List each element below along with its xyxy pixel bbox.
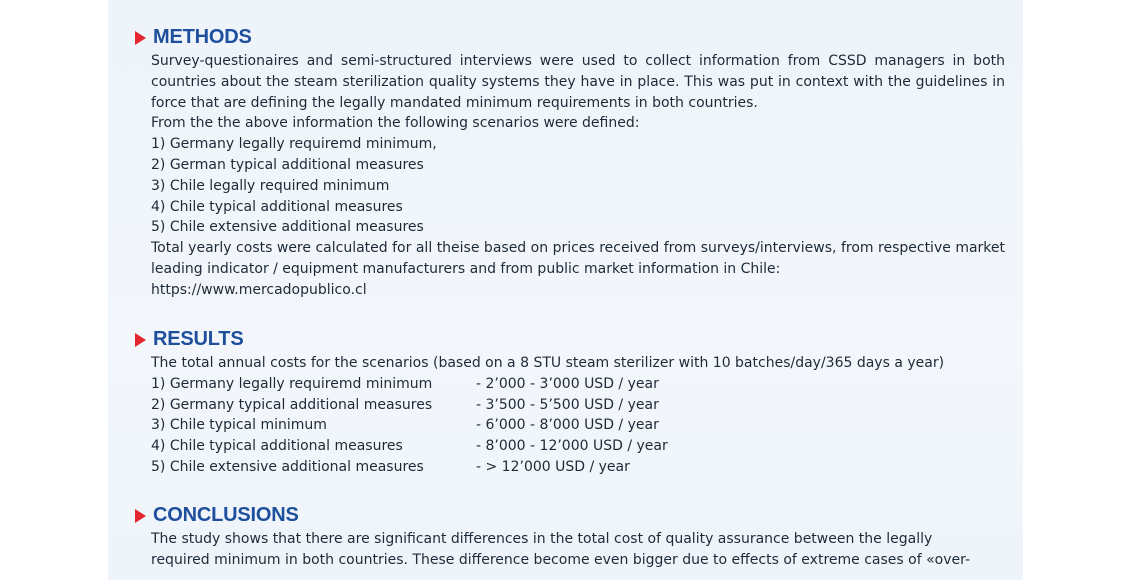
methods-heading-text: METHODS — [153, 26, 252, 48]
methods-section — [135, 26, 1005, 301]
result-value: - 8’000 - 12’000 USD / year — [476, 438, 668, 455]
scenario-item: 2) German typical additional measures — [151, 156, 424, 173]
results-section — [135, 328, 1005, 478]
result-row — [151, 436, 1005, 457]
red-arrow-icon — [135, 31, 146, 45]
result-row — [151, 395, 1005, 416]
scenario-item: 3) Chile legally required minimum — [151, 177, 390, 194]
result-row — [151, 457, 1005, 478]
conclusions-section — [135, 504, 1005, 571]
result-label: 4) Chile typical additional measures — [151, 438, 403, 455]
red-arrow-icon — [135, 509, 146, 523]
scenario-item: 5) Chile extensive additional measures — [151, 219, 424, 236]
results-heading — [135, 328, 1005, 351]
result-label: 1) Germany legally requiremd minimum — [151, 375, 433, 392]
scenario-item: 4) Chile typical additional measures — [151, 198, 403, 215]
results-intro: The total annual costs for the scenarios (based on a 8 STU steam sterilizer with 10 batches/day/365 days a year) — [151, 355, 945, 371]
methods-heading — [135, 26, 1005, 49]
result-label: 2) Germany typical additional measures — [151, 396, 433, 413]
methods-link[interactable]: https://www.mercadopublico.cl — [151, 281, 367, 298]
result-label: 5) Chile extensive additional measures — [151, 458, 424, 475]
result-row — [151, 374, 1005, 395]
result-row — [151, 415, 1005, 436]
methods-closing: Total yearly costs were calculated for all theise based on prices received from surveys/interviews, from respective market leading indicator / equipment manufacturers and from public market information in Chile: — [151, 240, 1005, 277]
result-value: - 3’500 - 5’500 USD / year — [476, 396, 659, 413]
result-value: - 6’000 - 8’000 USD / year — [476, 417, 659, 434]
methods-lead: From the the above information the following scenarios were defined: — [151, 115, 640, 132]
conclusions-heading — [135, 504, 1005, 527]
result-label: 3) Chile typical minimum — [151, 417, 327, 434]
conclusions-heading-text: CONCLUSIONS — [153, 504, 299, 526]
scenario-item: 1) Germany legally requiremd minimum, — [151, 136, 437, 153]
result-value: - > 12’000 USD / year — [476, 458, 630, 475]
conclusions-line: The study shows that there are significant differences in the total cost of quality assurance between the legally — [151, 531, 933, 547]
result-value: - 2’000 - 3’000 USD / year — [476, 375, 659, 392]
methods-intro: Survey-questionaires and semi-structured interviews were used to collect information from CSSD managers in both countries about the steam sterilization quality systems they have in place. This was put in context with the guidelines in force that are defining the legally mandated minimum requirements in both countries. — [151, 53, 1005, 111]
red-arrow-icon — [135, 333, 146, 347]
conclusions-line: required minimum in both countries. These difference become even bigger due to effects of extreme cases of «over- — [151, 551, 971, 568]
results-heading-text: RESULTS — [153, 328, 244, 350]
